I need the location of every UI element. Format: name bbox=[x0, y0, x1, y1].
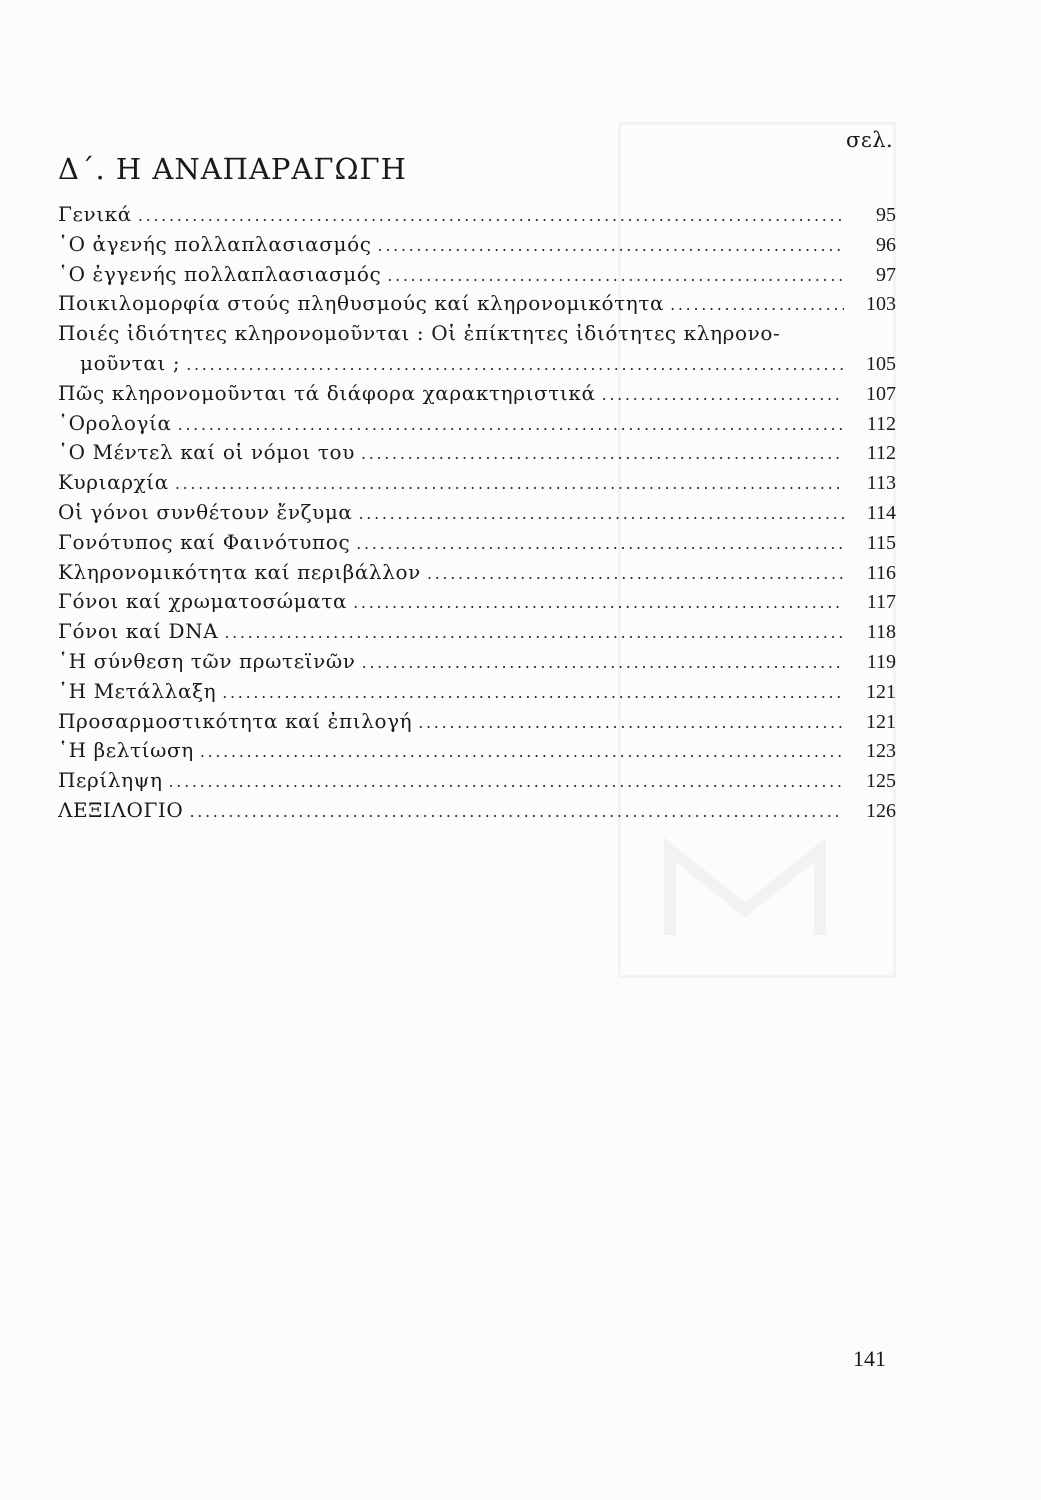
toc-entry-page: 117 bbox=[866, 591, 896, 614]
toc-entry-page: 112 bbox=[866, 412, 896, 435]
dot-leader bbox=[387, 261, 844, 291]
toc-entry-title: Οἱ γόνοι συνθέτουν ἔνζυμα bbox=[58, 499, 353, 524]
toc-entry bbox=[58, 707, 896, 737]
toc-entry bbox=[58, 409, 896, 439]
dot-leader bbox=[361, 439, 844, 469]
toc-entry-title: Γενικά bbox=[58, 202, 132, 226]
toc-entry bbox=[58, 736, 896, 766]
dot-leader bbox=[178, 410, 844, 440]
toc-entry-title-continued: μοῦνται ; bbox=[80, 350, 181, 375]
toc-entry bbox=[58, 260, 896, 290]
toc-entry-title: Ποικιλομορφία στούς πληθυσμούς καί κληρονομικότητα bbox=[58, 291, 665, 316]
toc-entry-title: ῾Ο Μέντελ καί οἱ νόμοι του bbox=[58, 440, 355, 465]
toc-entry-page: 114 bbox=[866, 501, 896, 524]
toc-entry-page: 121 bbox=[866, 680, 896, 703]
toc-entry-title: ῾Ορολογία bbox=[58, 410, 172, 435]
toc-entry-title: Πῶς κληρονομοῦνται τά διάφορα χαρακτηριστικά bbox=[58, 380, 596, 405]
toc-entry bbox=[58, 438, 896, 468]
toc-entry-title: ῾Η βελτίωση bbox=[58, 738, 194, 763]
toc-entry-page: 118 bbox=[866, 621, 896, 644]
dot-leader bbox=[362, 648, 844, 678]
dot-leader bbox=[169, 767, 844, 797]
dot-leader bbox=[175, 469, 844, 499]
dot-leader bbox=[418, 708, 844, 738]
toc-entry-title: ῾Η Μετάλλαξη bbox=[58, 678, 217, 703]
toc-entry bbox=[58, 379, 896, 409]
toc-entry-page: 119 bbox=[866, 650, 896, 673]
page-column-label: σελ. bbox=[846, 128, 894, 152]
toc-entry-page: 123 bbox=[866, 740, 896, 763]
toc-entry-page: 96 bbox=[876, 233, 896, 256]
toc-entry-title: Γονότυπος καί Φαινότυπος bbox=[58, 529, 351, 554]
toc-entry bbox=[58, 766, 896, 796]
toc-entry-title: Κυριαρχία bbox=[58, 470, 169, 495]
dot-leader bbox=[138, 201, 844, 231]
toc-entry bbox=[58, 468, 896, 498]
dot-leader bbox=[356, 529, 844, 559]
toc-entry-page: 115 bbox=[866, 531, 896, 554]
toc-entry bbox=[58, 617, 896, 647]
toc-entry-page: 113 bbox=[866, 472, 896, 495]
toc-entry-line2 bbox=[58, 349, 896, 379]
toc-entry bbox=[58, 528, 896, 558]
toc-entry-page: 126 bbox=[866, 799, 896, 822]
dot-leader bbox=[200, 737, 844, 767]
toc-entry-title: Γόνοι καί χρωματοσώματα bbox=[58, 589, 348, 614]
dot-leader bbox=[670, 290, 844, 320]
show-through-emblem-icon bbox=[660, 830, 830, 940]
dot-leader bbox=[353, 588, 844, 618]
toc-entry bbox=[58, 647, 896, 677]
toc-entry-title: Γόνοι καί DNA bbox=[58, 619, 219, 644]
dot-leader bbox=[186, 350, 844, 380]
dot-leader bbox=[224, 618, 844, 648]
toc-entry-page: 105 bbox=[866, 352, 896, 375]
toc-entry bbox=[58, 558, 896, 588]
toc-entry-page: 103 bbox=[866, 293, 896, 316]
toc-entry bbox=[58, 200, 896, 230]
toc-entry bbox=[58, 498, 896, 528]
dot-leader bbox=[427, 559, 844, 589]
toc-entry-line1 bbox=[58, 319, 896, 349]
table-of-contents bbox=[58, 200, 896, 826]
toc-entry-page: 95 bbox=[876, 204, 896, 226]
dot-leader bbox=[359, 499, 844, 529]
toc-entry bbox=[58, 796, 896, 826]
toc-entry-title: ῾Ο ἐγγενής πολλαπλασιασμός bbox=[58, 261, 382, 286]
toc-entry-page: 112 bbox=[866, 442, 896, 465]
toc-entry-title: Κληρονομικότητα καί περιβάλλον bbox=[58, 559, 421, 584]
toc-entry-title: Προσαρμοστικότητα καί ἐπιλογή bbox=[58, 708, 413, 733]
dot-leader bbox=[222, 678, 844, 708]
toc-entry-page: 125 bbox=[866, 770, 896, 793]
toc-entry bbox=[58, 230, 896, 260]
toc-entry bbox=[58, 677, 896, 707]
toc-entry-page: 121 bbox=[866, 710, 896, 733]
toc-entry-title: Ποιές ἰδιότητες κληρονομοῦνται : Οἱ ἐπίκτητες ἰδιότητες κληρονο- bbox=[58, 321, 781, 346]
toc-entry-title: ῾Η σύνθεση τῶν πρωτεϊνῶν bbox=[58, 648, 356, 673]
toc-entry-title: ΛΕΞΙΛΟΓΙΟ bbox=[58, 797, 184, 822]
chapter-title: Δ΄. Η ΑΝΑΠΑΡΑΓΩΓΗ bbox=[58, 152, 407, 186]
toc-entry-title: ῾Ο ἀγενής πολλαπλασιασμός bbox=[58, 231, 372, 256]
toc-entry bbox=[58, 289, 896, 319]
toc-entry bbox=[58, 587, 896, 617]
dot-leader bbox=[378, 231, 844, 261]
page-number: 141 bbox=[853, 1346, 886, 1371]
toc-entry-page: 97 bbox=[876, 263, 896, 286]
toc-entry-page: 116 bbox=[866, 561, 896, 584]
toc-entry-page: 107 bbox=[866, 382, 896, 405]
dot-leader bbox=[602, 380, 844, 410]
toc-entry-title: Περίληψη bbox=[58, 768, 163, 793]
dot-leader bbox=[189, 797, 844, 827]
